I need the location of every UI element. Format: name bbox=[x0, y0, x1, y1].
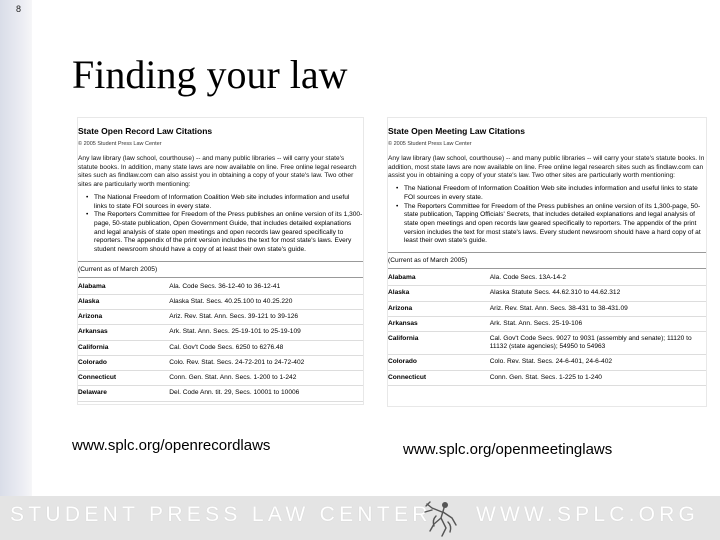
doc-current-date: (Current as of March 2005) bbox=[388, 257, 468, 265]
state-name[interactable]: Arizona bbox=[78, 310, 169, 325]
footer-bar bbox=[0, 496, 720, 540]
doc-bullets bbox=[78, 194, 363, 255]
open-meeting-url[interactable]: www.splc.org/openmeetinglaws bbox=[403, 441, 613, 458]
table-row bbox=[388, 370, 706, 385]
table-row bbox=[388, 271, 706, 286]
state-name[interactable]: Alaska bbox=[78, 294, 169, 309]
state-name[interactable]: Alabama bbox=[388, 271, 490, 286]
statute-citation: Conn. Gen. Stat. Secs. 1-225 to 1-240 bbox=[490, 370, 706, 385]
table-row bbox=[78, 310, 363, 325]
state-name[interactable]: Alabama bbox=[78, 280, 169, 295]
doc-bullet: • The Reporters Committee for Freedom of the Press publishes an online version of its 1,300-page, 50-state publication, Tapping Officials' Secrets, that includes detailed explanations and legal analysis of state open meetings and open records law geared specifically to reporters. The appendix of the print version includes the text for most state's laws. Every student newsroom should have a hard copy of at least their own state's guide. bbox=[396, 203, 706, 247]
state-name[interactable]: California bbox=[78, 340, 169, 355]
table-row bbox=[78, 280, 363, 295]
statute-citation: Conn. Gen. Stat. Ann. Secs. 1-200 to 1-242 bbox=[169, 371, 363, 386]
state-name[interactable]: Delaware bbox=[78, 386, 169, 401]
divider bbox=[78, 261, 363, 262]
statute-citation: Ala. Code Secs. 36-12-40 to 36-12-41 bbox=[169, 280, 363, 295]
statute-citation: Cal. Gov't Code Secs. 6250 to 6276.48 bbox=[169, 340, 363, 355]
open-record-url[interactable]: www.splc.org/openrecordlaws bbox=[72, 437, 271, 454]
open-record-law-screenshot bbox=[78, 118, 363, 404]
table-row bbox=[78, 340, 363, 355]
citation-table bbox=[78, 280, 363, 402]
table-row bbox=[388, 286, 706, 301]
table-row bbox=[388, 316, 706, 331]
state-name[interactable]: Arkansas bbox=[388, 316, 490, 331]
table-row bbox=[388, 355, 706, 370]
doc-bullets bbox=[388, 185, 706, 246]
state-name[interactable]: Arizona bbox=[388, 301, 490, 316]
state-name[interactable]: Colorado bbox=[388, 355, 490, 370]
statute-citation: Ariz. Rev. Stat. Ann. Secs. 38-431 to 38-431.09 bbox=[490, 301, 706, 316]
divider bbox=[388, 252, 706, 253]
table-row bbox=[78, 355, 363, 370]
left-sidebar-band bbox=[0, 0, 32, 540]
statute-citation: Ark. Stat. Ann. Secs. 25-19-106 bbox=[490, 316, 706, 331]
footer-org-name: STUDENT PRESS LAW CENTER bbox=[10, 503, 432, 526]
state-name[interactable]: Arkansas bbox=[78, 325, 169, 340]
footer-website: WWW.SPLC.ORG bbox=[476, 503, 700, 526]
table-row bbox=[388, 331, 706, 354]
state-name[interactable]: Connecticut bbox=[78, 371, 169, 386]
statute-citation: Alaska Stat. Secs. 40.25.100 to 40.25.220 bbox=[169, 294, 363, 309]
doc-copyright: © 2005 Student Press Law Center bbox=[78, 141, 162, 147]
citation-table bbox=[388, 271, 706, 386]
doc-copyright: © 2005 Student Press Law Center bbox=[388, 141, 472, 147]
table-row bbox=[78, 294, 363, 309]
doc-current-date: (Current as of March 2005) bbox=[78, 265, 158, 273]
doc-heading: State Open Meeting Law Citations bbox=[388, 126, 525, 136]
state-name[interactable]: Connecticut bbox=[388, 370, 490, 385]
doc-heading: State Open Record Law Citations bbox=[78, 126, 213, 136]
table-row bbox=[78, 325, 363, 340]
statute-citation: Del. Code Ann. tit. 29, Secs. 10001 to 10006 bbox=[169, 386, 363, 401]
table-row bbox=[78, 371, 363, 386]
statute-citation: Colo. Rev. Stat. Secs. 24-6-401, 24-6-402 bbox=[490, 355, 706, 370]
state-name[interactable]: Colorado bbox=[78, 355, 169, 370]
doc-intro: Any law library (law school, courthouse) -- and many public libraries -- will carry your state's statute books. In addition, most state laws are now available on line. Free online legal research sites such as findlaw.com can assist you in obtaining a copy of your state's law. Two other sites are particularly worth mentioning: bbox=[388, 155, 705, 180]
table-row bbox=[78, 386, 363, 401]
doc-bullet: • The Reporters Committee for Freedom of the Press publishes an online version of its 1,300-page, 50-state publication, Open Government Guide, that includes detailed explanations and legal analysis of state open meetings and open records law geared specifically to reporters. The appendix of the print version includes the text for most state's laws. Every student newsroom should have a copy of at least their own state's guide. bbox=[86, 211, 363, 255]
state-name[interactable]: Alaska bbox=[388, 286, 490, 301]
table-row bbox=[388, 301, 706, 316]
slide-title: Finding your law bbox=[72, 52, 348, 97]
statute-citation: Alaska Statute Secs. 44.62.310 to 44.62.312 bbox=[490, 286, 706, 301]
slide-number: 8 bbox=[16, 4, 22, 14]
statute-citation: Cal. Gov't Code Secs. 9027 to 9031 (assembly and senate); 11120 to 11132 (state agencies); 54950 to 54963 bbox=[490, 331, 706, 354]
open-meeting-law-screenshot bbox=[388, 118, 706, 406]
statute-citation: Ala. Code Secs. 13A-14-2 bbox=[490, 271, 706, 286]
statute-citation: Ariz. Rev. Stat. Ann. Secs. 39-121 to 39-126 bbox=[169, 310, 363, 325]
state-name[interactable]: California bbox=[388, 331, 490, 354]
doc-intro: Any law library (law school, courthouse) -- and many public libraries -- will carry your state's statute books. In addition, many state laws are now available on line. Free online legal research sites such as findlaw.com can also assist you in obtaining a copy of your state's law. Two other sites are particularly worth mentioning: bbox=[78, 155, 357, 189]
justice-figure-icon bbox=[422, 498, 462, 538]
divider bbox=[388, 268, 706, 269]
statute-citation: Colo. Rev. Stat. Secs. 24-72-201 to 24-72-402 bbox=[169, 355, 363, 370]
doc-bullet: • The National Freedom of Information Coalition Web site includes information and useful links to state FOI sources in every state. bbox=[396, 185, 706, 202]
doc-bullet: • The National Freedom of Information Coalition Web site includes information and useful links to state FOI sources in every state. bbox=[86, 194, 363, 211]
statute-citation: Ark. Stat. Ann. Secs. 25-19-101 to 25-19-109 bbox=[169, 325, 363, 340]
divider bbox=[78, 277, 363, 278]
